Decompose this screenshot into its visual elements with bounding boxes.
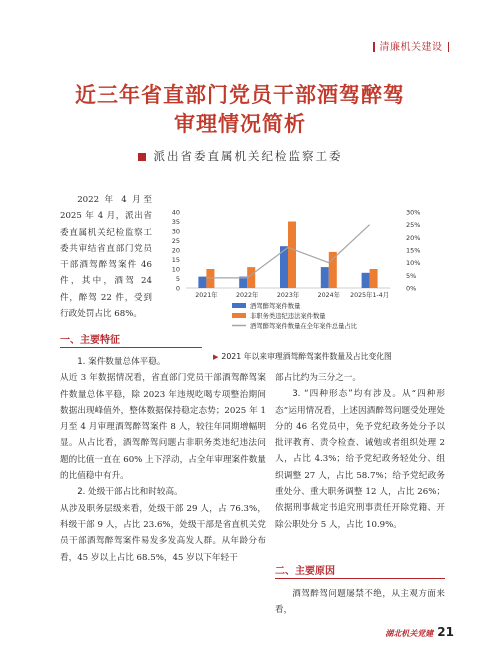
y-tick-label: 10 bbox=[171, 265, 180, 274]
item3-text: 从“四种形态”运用情况看，上述因酒醉驾问题受处理处分的 46 名党员中，免予党纪政务处分予以批评教育、责令检查、诫勉或者组织处理 2 人，占比 4.3%；给予党纪政务轻处分、组织调整 27 人，占比 58.7%；给予党纪政务重处分、重大职务调整 12 人，占比 26%；依据刑事裁定书追究刑事责任开除党籍、开除公职处分 5 人，占比 10.9%。 bbox=[275, 389, 445, 530]
chart-caption bbox=[213, 351, 392, 362]
legend-label: 酒驾醉驾案件数量在全年案件总量占比 bbox=[250, 323, 358, 330]
section-tag bbox=[368, 38, 454, 53]
tag-bar-left bbox=[373, 42, 375, 52]
legend-label: 非职务类违纪违法案件数量 bbox=[250, 313, 326, 320]
heading-underline bbox=[275, 578, 445, 579]
item3-heading: 3. “四种形态”均有涉及。 bbox=[292, 389, 402, 400]
y2-tick-label: 20% bbox=[406, 233, 421, 242]
right-column bbox=[275, 370, 445, 533]
y2-tick-label: 0% bbox=[406, 284, 417, 293]
legend-label: 酒驾醉驾案件数量 bbox=[250, 303, 301, 310]
intro-paragraph: 2022 年 4 月至 2025 年 4 月，派出省委直属机关纪检监察工委共审结省直部门党员干部酒驾醉驾案件 46 件，其中，酒驾 24 件，醉驾 22 件，受到行政处罚占比 68%。 bbox=[60, 195, 152, 320]
heading-underline bbox=[60, 347, 202, 348]
article-title-line2: 审理情况简析 bbox=[174, 111, 306, 136]
x-tick-label: 2023年 bbox=[276, 292, 300, 299]
section-name: 清廉机关建设 bbox=[379, 42, 443, 53]
y-tick-label: 15 bbox=[171, 256, 180, 264]
y2-tick-label: 10% bbox=[406, 259, 421, 268]
y2-tick-label: 5% bbox=[406, 271, 417, 280]
y-tick-label: 5 bbox=[175, 275, 180, 283]
item3-body bbox=[275, 386, 445, 533]
bar-non-duty bbox=[288, 222, 296, 289]
tag-bar-right bbox=[448, 42, 450, 52]
article-title-line1: 近三年省直部门党员干部酒驾醉驾 bbox=[75, 82, 405, 107]
causes-paragraph: 酒驾醉驾问题屡禁不绝，从主观方面来看， bbox=[275, 589, 445, 616]
heading-main-features: 一、主要特征 bbox=[60, 335, 120, 346]
bar-drink-driving bbox=[362, 273, 370, 288]
magazine-name: 湖北机关党建 bbox=[385, 629, 434, 638]
bar-non-duty bbox=[329, 252, 337, 288]
y-tick-label: 20 bbox=[171, 246, 180, 255]
y-tick-label: 40 bbox=[171, 208, 180, 217]
y2-tick-label: 30% bbox=[406, 208, 421, 217]
triangle-icon: ▶ bbox=[213, 353, 219, 361]
item1-heading: 1. 案件数量总体平稳。 bbox=[77, 357, 166, 367]
item1-body: 从近 3 年数据情况看，省直部门党员干部酒驾醉驾案件数量总体平稳，除 2023 年违规吃喝专项整治期间数据出现峰值外，整体数据保持稳定态势；2025 年 1 月至 4 月审理酒驾醉驾案件 8 人，较往年同期增幅明显。从占比看，酒驾醉驾问题占非职务类违纪违法问题的比值一直在 60% 上下浮动，占全年审理案件数量的比值稳中有升。 bbox=[60, 373, 266, 482]
x-tick-label: 2021年 bbox=[195, 292, 218, 299]
bar-non-duty bbox=[206, 269, 214, 288]
right-continuation: 部占比约为三分之一。 bbox=[275, 373, 361, 383]
y2-tick-label: 25% bbox=[406, 221, 421, 230]
y-tick-label: 25 bbox=[171, 237, 180, 245]
heading-main-causes: 二、主要原因 bbox=[275, 566, 335, 577]
y-tick-label: 0 bbox=[175, 284, 180, 293]
y2-tick-label: 15% bbox=[406, 246, 421, 255]
square-bullet-icon bbox=[138, 153, 146, 161]
byline bbox=[0, 148, 480, 164]
item2-heading: 2. 处级干部占比和时较高。 bbox=[77, 487, 183, 498]
x-tick-label: 2024年 bbox=[317, 292, 340, 299]
item2-body: 从涉及职务层级来看，处级干部 29 人，占 76.3%，科级干部 9 人，占比 23.6%，处级干部是省直机关党员干部酒驾醉驾案件易发多发高发人群。从年龄分布看，45 岁以上占比 68.5%，45 岁以下年轻干 bbox=[60, 503, 266, 563]
legend-swatch bbox=[232, 303, 246, 308]
chart-caption-text: 2021 年以来审理酒驾醉驾案件数量及占比变化图 bbox=[221, 352, 392, 361]
page-footer bbox=[385, 621, 454, 640]
case-trend-chart bbox=[150, 200, 450, 346]
page-number: 21 bbox=[437, 625, 454, 639]
y-tick-label: 30 bbox=[171, 227, 180, 236]
left-column bbox=[60, 354, 266, 566]
bar-drink-driving bbox=[321, 267, 329, 288]
bar-drink-driving bbox=[198, 277, 206, 288]
byline-text: 派出省委直属机关纪检监察工委 bbox=[153, 149, 343, 163]
x-tick-label: 2022年 bbox=[236, 292, 259, 299]
y-tick-label: 35 bbox=[171, 218, 180, 226]
x-tick-label: 2025年1-4月 bbox=[350, 292, 390, 299]
bar-non-duty bbox=[370, 269, 378, 288]
legend-swatch bbox=[232, 313, 246, 318]
